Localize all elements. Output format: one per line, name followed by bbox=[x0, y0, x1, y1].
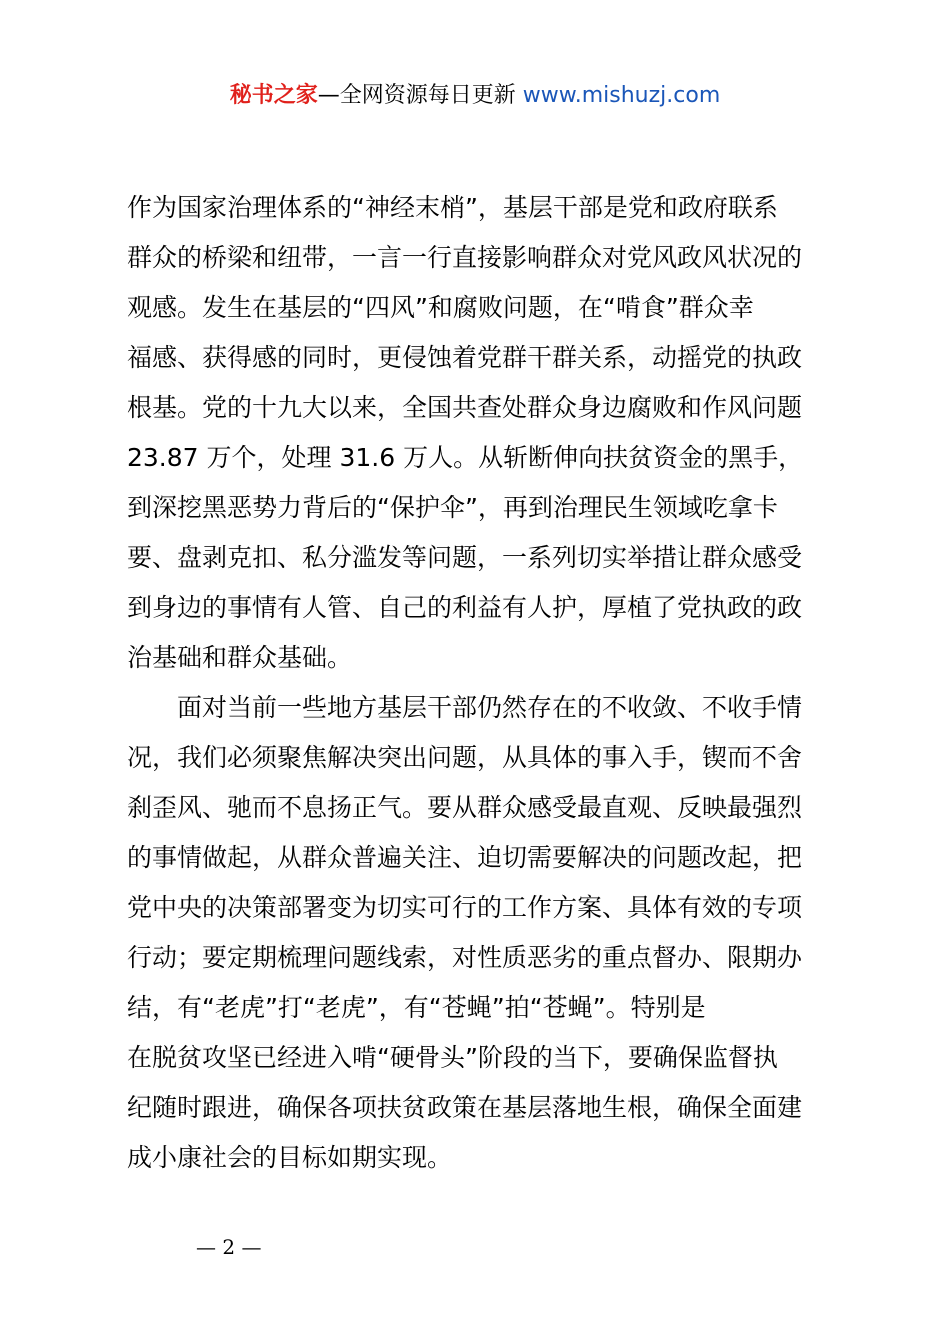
text-line: 作为国家治理体系的“神经末梢”，基层干部是党和政府联系 bbox=[127, 193, 778, 222]
text-line: 纪随时跟进，确保各项扶贫政策在基层落地生根，确保全面建 bbox=[127, 1093, 803, 1122]
site-url[interactable]: www.mishuzj.com bbox=[522, 83, 721, 108]
text-line: 刹歪风、驰而不息扬正气。要从群众感受最直观、反映最强烈 bbox=[127, 793, 803, 822]
text-line: 23.87 万个，处理 31.6 万人。从斩断伸向扶贫资金的黑手， bbox=[127, 443, 804, 472]
text-line: 结，有“老虎”打“老虎”，有“苍蝇”拍“苍蝇”。特别是 bbox=[127, 993, 706, 1022]
text-line: 面对当前一些地方基层干部仍然存在的不收敛、不收手情 bbox=[127, 693, 803, 722]
page-number: — 2 — bbox=[196, 1235, 262, 1259]
document-body bbox=[127, 183, 832, 1183]
text-line: 党中央的决策部署变为切实可行的工作方案、具体有效的专项 bbox=[127, 893, 803, 922]
text-line: 况，我们必须聚焦解决突出问题，从具体的事入手，锲而不舍 bbox=[127, 743, 803, 772]
text-line: 根基。党的十九大以来，全国共查处群众身边腐败和作风问题 bbox=[127, 393, 803, 422]
text-line: 的事情做起，从群众普遍关注、迫切需要解决的问题改起，把 bbox=[127, 843, 803, 872]
brand-name: 秘书之家 bbox=[229, 83, 318, 108]
text-line: 群众的桥梁和纽带，一言一行直接影响群众对党风政风状况的 bbox=[127, 243, 803, 272]
header-tagline: —全网资源每日更新 bbox=[317, 83, 523, 108]
text-line: 行动；要定期梳理问题线索，对性质恶劣的重点督办、限期办 bbox=[127, 943, 803, 972]
page-header bbox=[0, 80, 950, 112]
paragraph-1 bbox=[127, 183, 832, 683]
text-line: 治基础和群众基础。 bbox=[127, 643, 353, 672]
text-line: 观感。发生在基层的“四风”和腐败问题，在“啃食”群众幸 bbox=[127, 293, 754, 322]
text-line: 成小康社会的目标如期实现。 bbox=[127, 1143, 453, 1172]
paragraph-2 bbox=[127, 683, 832, 1183]
text-line: 到身边的事情有人管、自己的利益有人护，厚植了党执政的政 bbox=[127, 593, 803, 622]
text-line: 到深挖黑恶势力背后的“保护伞”，再到治理民生领域吃拿卡 bbox=[127, 493, 778, 522]
text-line: 要、盘剥克扣、私分滥发等问题，一系列切实举措让群众感受 bbox=[127, 543, 803, 572]
text-line: 福感、获得感的同时，更侵蚀着党群干群关系，动摇党的执政 bbox=[127, 343, 803, 372]
text-line: 在脱贫攻坚已经进入啃“硬骨头”阶段的当下，要确保监督执 bbox=[127, 1043, 778, 1072]
